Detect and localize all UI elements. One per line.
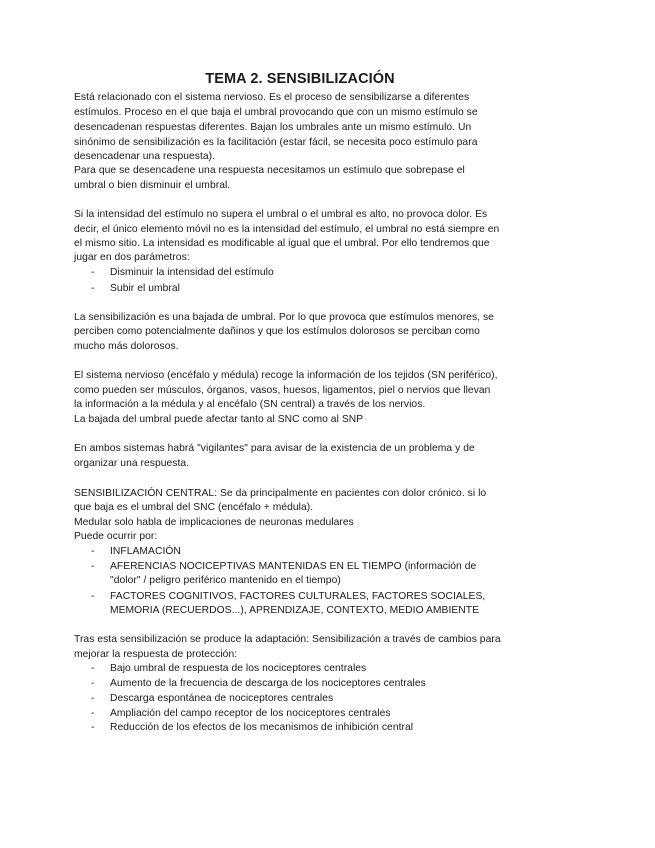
bullet-dash: - [91,546,95,557]
paragraph-line: como pueden ser músculos, órganos, vasos, huesos, ligamentos, piel o nervios que llevan [74,385,491,396]
paragraph-line: desencadenar una respuesta). [74,151,216,162]
bullet-dash: - [91,678,95,689]
paragraph-line: mucho más dolorosos. [74,341,179,352]
list-item-text: Ampliación del campo receptor de los nociceptores centrales [110,708,391,719]
paragraph-line: SENSIBILIZACIÓN CENTRAL: Se da principalmente en pacientes con dolor crónico. si lo [74,488,487,499]
paragraph-line: umbral o bien disminuir el umbral. [74,180,231,191]
bullet-dash: - [91,561,95,572]
bullet-dash: - [91,693,95,704]
page-title: TEMA 2. SENSIBILIZACIÓN [205,71,395,87]
paragraph-line: La sensibilización es una bajada de umbral. Por lo que provoca que estímulos menores, se [74,312,494,323]
list-item-text: FACTORES COGNITIVOS, FACTORES CULTURALES, FACTORES SOCIALES, [110,591,486,602]
paragraph-line: La bajada del umbral puede afectar tanto al SNC como al SNP [74,414,364,425]
list-item-text: Disminuir la intensidad del estímulo [110,267,274,278]
paragraph-line: organizar una respuesta. [74,458,190,469]
bullet-dash: - [91,267,95,278]
paragraph-line: El sistema nervioso (encéfalo y médula) recoge la información de los tejidos (SN periférico), [74,370,498,381]
paragraph-line: decir, el único elemento móvil no es la intensidad del estímulo, el umbral no está siempre en [74,224,500,235]
paragraph-line: jugar en dos parámetros: [74,252,190,263]
list-item-text: INFLAMACIÓN [110,546,181,557]
paragraph-line: la información a la médula y al encéfalo (SN central) a través de los nervios. [74,399,426,410]
bullet-dash: - [91,708,95,719]
paragraph-line: estímulos. Proceso en el que baja el umbral provocando que con un mismo estímulo se [74,107,478,118]
list-item-text: AFERENCIAS NOCICEPTIVAS MANTENIDAS EN EL TIEMPO (información de [110,561,477,572]
paragraph-line: Puede ocurrir por: [74,531,158,542]
list-item-text: Bajo umbral de respuesta de los nociceptores centrales [110,663,367,674]
paragraph-line: Está relacionado con el sistema nervioso. Es el proceso de sensibilizarse a diferentes [74,92,470,103]
paragraph-line: que baja es el umbral del SNC (encéfalo + médula). [74,502,314,513]
bullet-dash: - [91,663,95,674]
paragraph-line: Tras esta sensibilización se produce la adaptación: Sensibilización a través de cambios para [74,634,501,645]
list-item-text: MEMORIA (RECUERDOS...), APRENDIZAJE, CONTEXTO, MEDIO AMBIENTE [110,605,480,616]
paragraph-line: Medular solo habla de implicaciones de neuronas medulares [74,517,354,528]
paragraph-line: En ambos sistemas habrá "vigilantes" para avisar de la existencia de un problema y de [74,443,475,454]
bullet-dash: - [91,722,95,733]
paragraph-line: desencadenan respuestas diferentes. Bajan los umbrales ante un mismo estímulo. Un [74,122,472,133]
list-item-text: Descarga espontánea de nociceptores centrales [110,693,334,704]
paragraph-line: perciben como potencialmente dañinos y que los estímulos dolorosos se perciban como [74,326,480,337]
paragraph-line: sinónimo de sensibilización es la facilitación (estar fácil, se necesita poco estímulo para [74,137,478,148]
list-item-text: "dolor" / peligro periférico mantenido en el tiempo) [110,575,341,586]
list-item-text: Aumento de la frecuencia de descarga de los nociceptores centrales [110,678,426,689]
bullet-dash: - [91,591,95,602]
paragraph-line: Para que se desencadene una respuesta necesitamos un estímulo que sobrepase el [74,165,465,176]
paragraph-line: Si la intensidad del estímulo no supera el umbral o el umbral es alto, no provoca dolor. Es [74,209,488,220]
bullet-dash: - [91,283,95,294]
paragraph-line: el mismo sitio. La intensidad es modificable al igual que el umbral. Por ello tendremos que [74,238,490,249]
paragraph-line: mejorar la respuesta de protección: [74,649,238,660]
list-item-text: Subir el umbral [110,283,180,294]
list-item-text: Reducción de los efectos de los mecanismos de inhibición central [110,722,414,733]
